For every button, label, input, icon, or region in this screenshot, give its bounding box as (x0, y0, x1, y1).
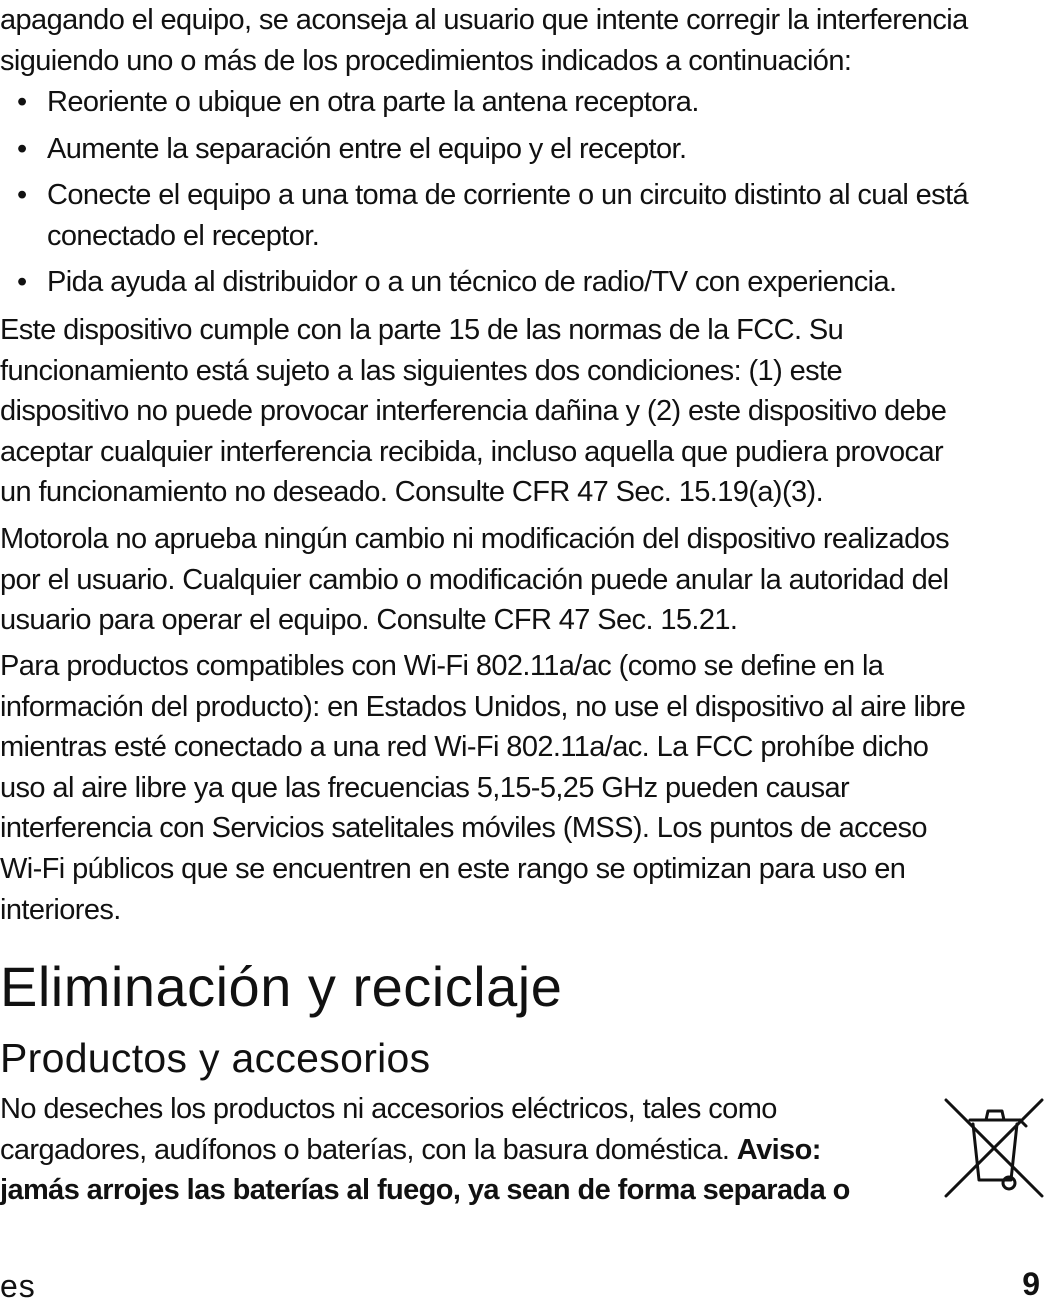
modification-paragraph (0, 519, 1040, 641)
intro-paragraph (0, 0, 1040, 81)
paragraph-line: Para productos compatibles con Wi-Fi 802.11a/ac (como se define en la (0, 650, 884, 682)
bullet-icon: • (17, 86, 27, 118)
language-code: es (0, 1268, 36, 1304)
paragraph-line: dispositivo no puede provocar interferencia dañina y (2) este dispositivo debe (0, 395, 947, 428)
list-item (0, 82, 1040, 123)
subsection-heading: Productos y accesorios (0, 1035, 431, 1081)
paragraph-line: mientras esté conectado a una red Wi-Fi 802.11a/ac. La FCC prohíbe dicho (0, 731, 929, 764)
bullet-icon: • (17, 179, 27, 212)
warning-label: Aviso: (736, 1133, 821, 1166)
list-item (0, 129, 1040, 170)
wifi-paragraph (0, 646, 1040, 930)
list-item (0, 262, 1040, 303)
warning-text: jamás arrojes las baterías al fuego, ya sean de forma separada o (0, 1174, 850, 1207)
section-heading: Eliminación y reciclaje (0, 955, 563, 1018)
bullet-icon: • (17, 132, 27, 165)
fcc-part15-paragraph (0, 310, 1040, 513)
paragraph-line: interferencia con Servicios satelitales móviles (MSS). Los puntos de acceso (0, 812, 927, 845)
paragraph-line: No deseches los productos ni accesorios eléctricos, tales como (0, 1093, 777, 1125)
list-item-text: conectado el receptor. (47, 219, 320, 252)
paragraph-line: información del producto): en Estados Unidos, no use el dispositivo al aire libre (0, 690, 966, 723)
paragraph-line: Este dispositivo cumple con la parte 15 de las normas de la FCC. Su (0, 314, 844, 346)
paragraph-line (0, 1130, 900, 1171)
paragraph-line: Motorola no aprueba ningún cambio ni modificación del dispositivo realizados (0, 523, 950, 555)
intro-line: apagando el equipo, se aconseja al usuario que intente corregir la interferencia (0, 4, 968, 36)
paragraph-line: un funcionamiento no deseado. Consulte CFR 47 Sec. 15.19(a)(3). (0, 476, 824, 509)
paragraph-line: usuario para operar el equipo. Consulte CFR 47 Sec. 15.21. (0, 604, 738, 637)
disposal-paragraph (0, 1089, 900, 1211)
paragraph-line: interiores. (0, 893, 121, 926)
bullet-icon: • (17, 266, 27, 299)
paragraph-text: cargadores, audífonos o baterías, con la basura doméstica. (0, 1133, 737, 1166)
procedures-list (0, 82, 1040, 309)
list-item-text: Conecte el equipo a una toma de corriente o un circuito distinto al cual está (47, 179, 969, 212)
page-number: 9 (1022, 1266, 1040, 1302)
list-item (0, 175, 1040, 256)
list-item-text: Aumente la separación entre el equipo y el receptor. (47, 132, 687, 165)
intro-line: siguiendo uno o más de los procedimientos indicados a continuación: (0, 44, 852, 77)
paragraph-line: aceptar cualquier interferencia recibida, incluso aquella que pudiera provocar (0, 435, 944, 468)
list-item-text: Pida ayuda al distribuidor o a un técnico de radio/TV con experiencia. (47, 266, 897, 299)
paragraph-line: uso al aire libre ya que las frecuencias 5,15-5,25 GHz pueden causar (0, 771, 850, 804)
paragraph-line: por el usuario. Cualquier cambio o modificación puede anular la autoridad del (0, 563, 949, 596)
paragraph-line: funcionamiento está sujeto a las siguientes dos condiciones: (1) este (0, 354, 843, 387)
paragraph-line: Wi-Fi públicos que se encuentren en este rango se optimizan para uso en (0, 852, 906, 885)
list-item-text: Reoriente o ubique en otra parte la antena receptora. (47, 86, 699, 118)
crossed-out-wheelie-bin-icon (942, 1096, 1044, 1200)
